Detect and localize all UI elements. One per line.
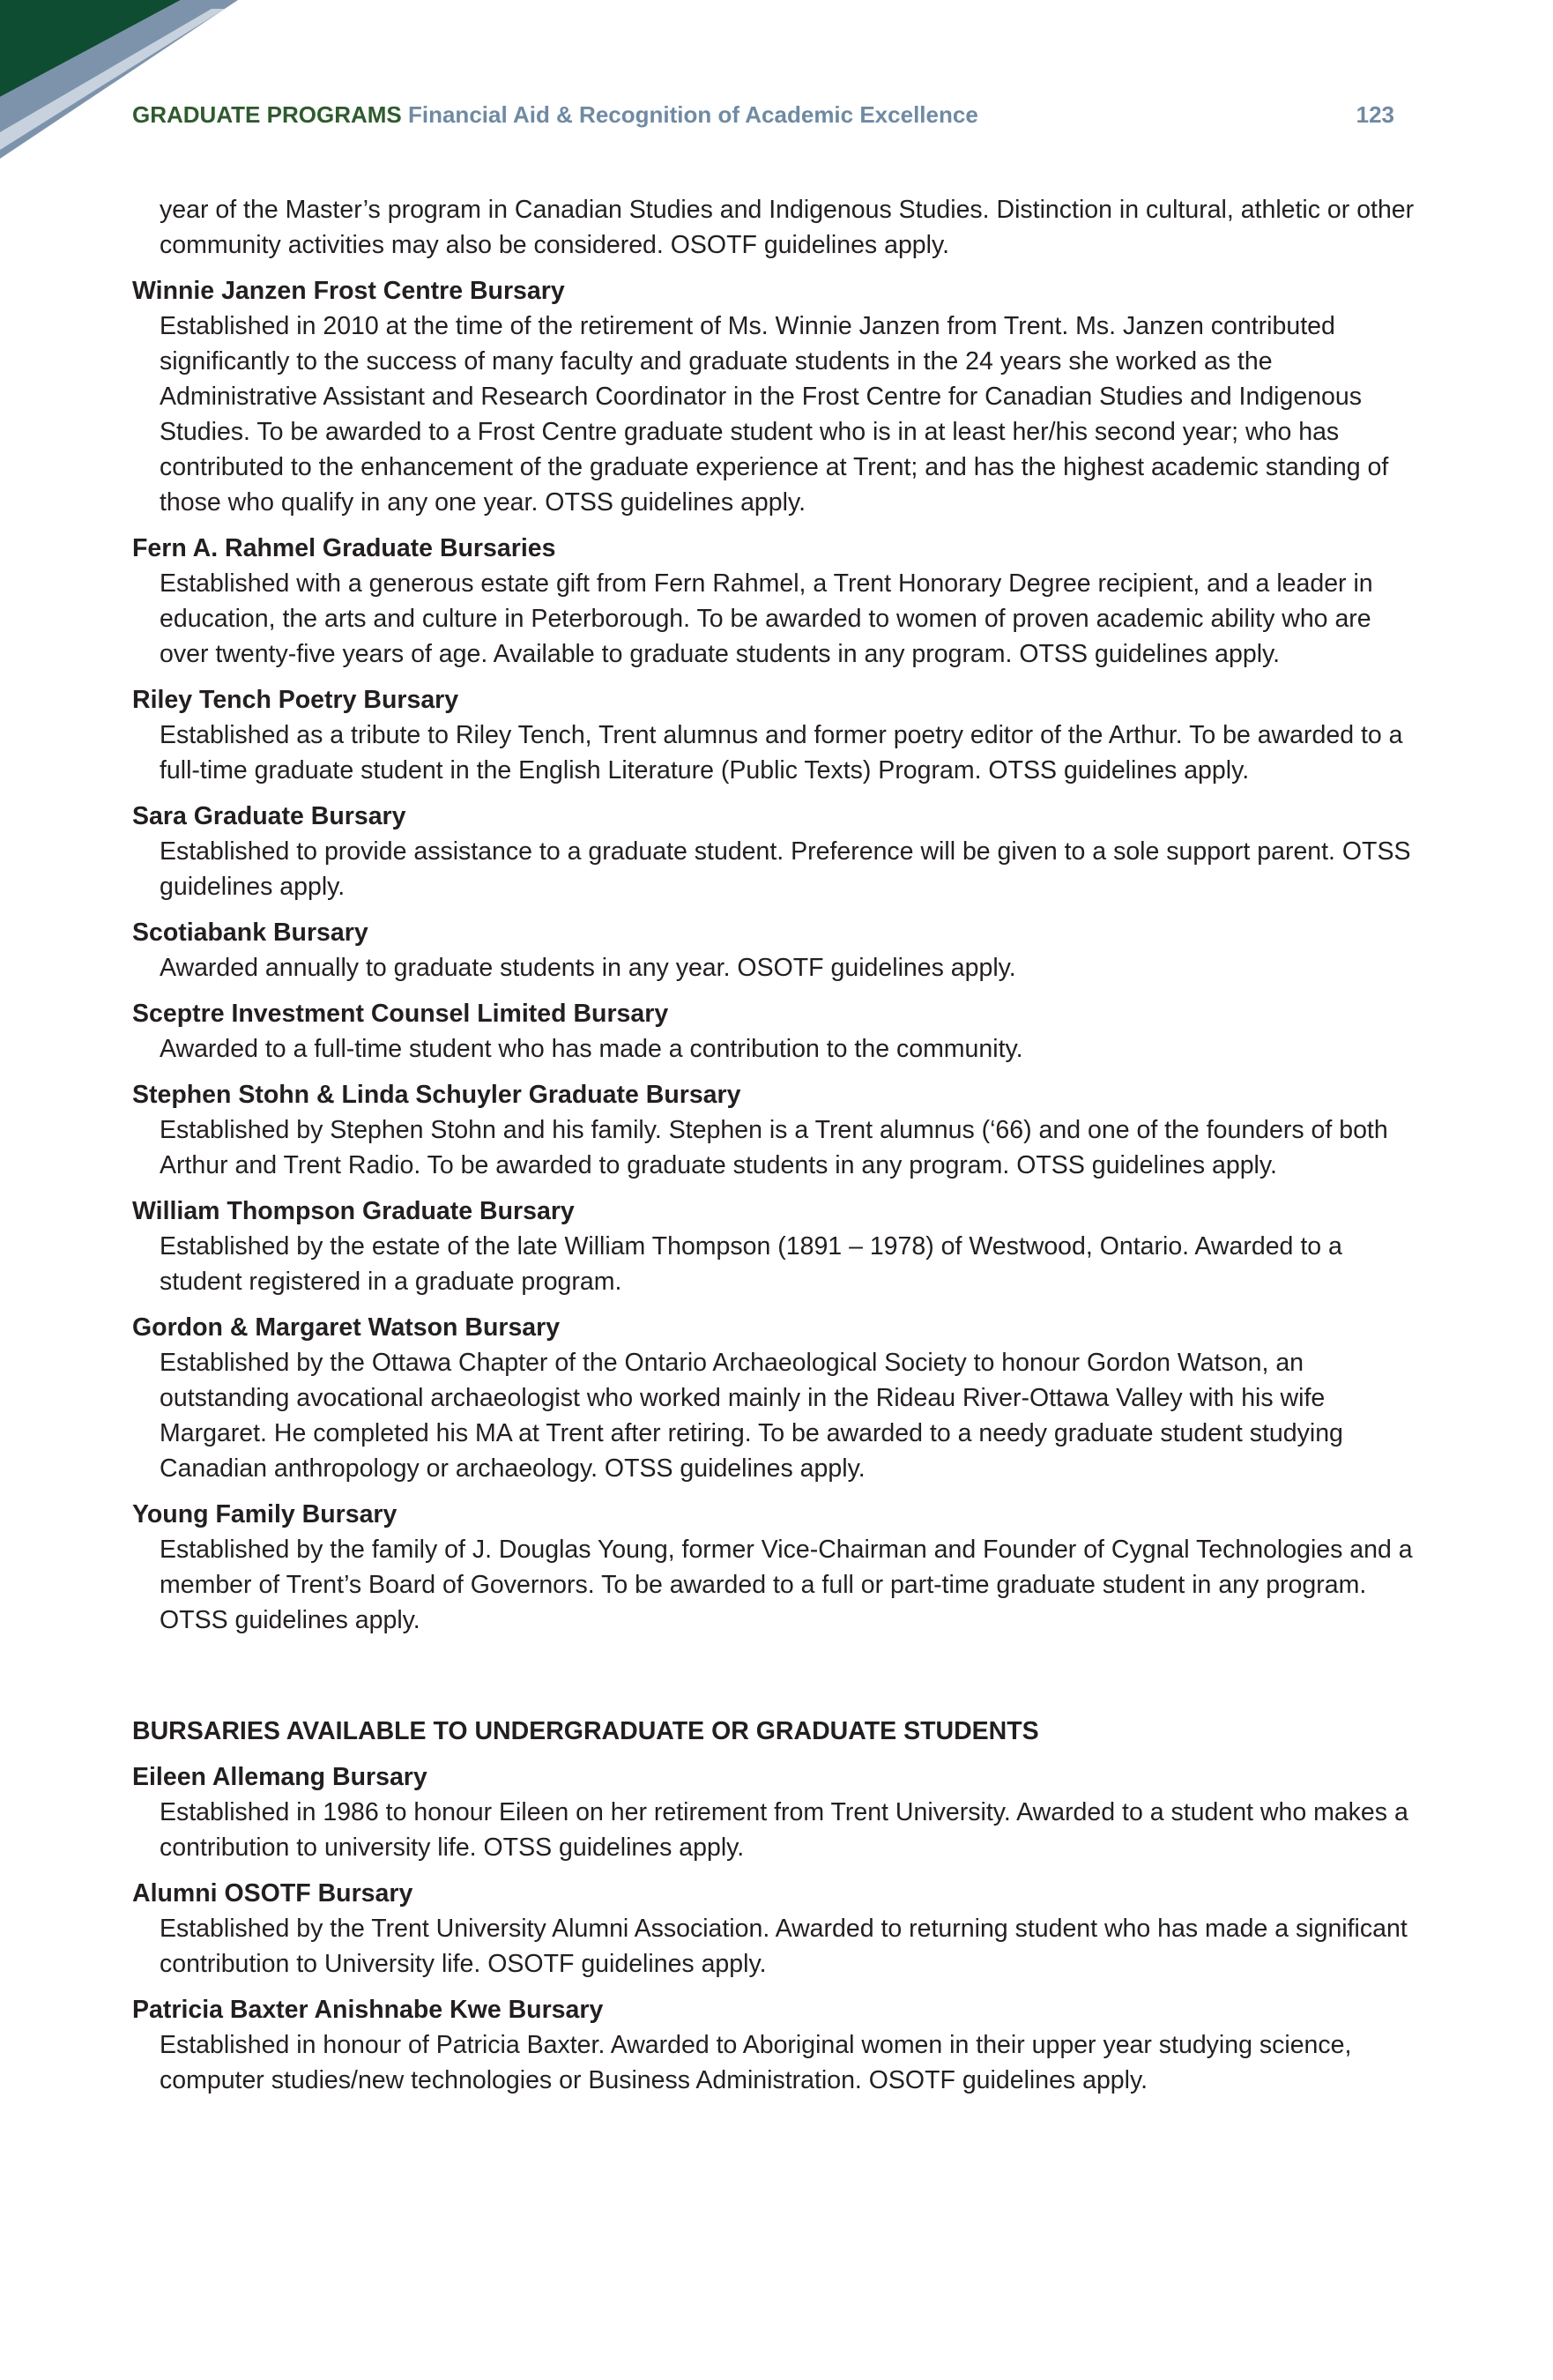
bursary-title: Scotiabank Bursary [132, 919, 368, 947]
bursary-description: Established in 2010 at the time of the retirement of Ms. Winnie Janzen from Trent. Ms. Janzen contributed significantly to the success of many faculty and graduate students in the 24 years she worked as the Administrative Assistant and Research Coordinator in the Frost Centre for Canadian Studies and Indigenous Studies. To be awarded to a Frost Centre graduate student who is in at least her/his second year; who has contributed to the enhancement of the graduate experience at Trent; and has the highest academic standing of those who qualify in any one year. OTSS guidelines apply. [160, 312, 1389, 517]
bursary-description: Established by the Ottawa Chapter of the Ontario Archaeological Society to honour Gordon Watson, an outstanding avocational archaeologist who worked mainly in the Rideau River-Ottawa Valley with his wife Margaret. He completed his MA at Trent after retiring. To be awarded to a needy graduate student studying Canadian anthropology or archaeology. OTSS guidelines apply. [160, 1349, 1343, 1483]
bursary-entry [132, 1992, 1419, 2098]
bursary-entry [132, 531, 1419, 672]
running-header [132, 99, 1394, 130]
bursary-title: Young Family Bursary [132, 1500, 398, 1528]
bursary-entry [132, 1876, 1419, 1982]
bursary-entry [132, 799, 1419, 904]
bursary-description: Established by Stephen Stohn and his family. Stephen is a Trent alumnus (‘66) and one of the founders of both Arthur and Trent Radio. To be awarded to graduate students in any program. OTSS guidelines apply. [160, 1116, 1388, 1179]
bursary-description: Established by the family of J. Douglas Young, former Vice-Chairman and Founder of Cygnal Technologies and a member of Trent’s Board of Governors. To be awarded to a full or part-time graduate student in any program. OTSS guidelines apply. [160, 1536, 1413, 1634]
bursary-entry [132, 1759, 1419, 1865]
bursary-title: Sceptre Investment Counsel Limited Bursary [132, 1000, 669, 1028]
bursary-description: Established in honour of Patricia Baxter. Awarded to Aboriginal women in their upper year studying science, computer studies/new technologies or Business Administration. OSOTF guidelines apply. [160, 2031, 1352, 2094]
bursary-entry [132, 682, 1419, 788]
bursary-entry [132, 915, 1419, 985]
bursary-title: Winnie Janzen Frost Centre Bursary [132, 277, 565, 305]
bursary-title: Patricia Baxter Anishnabe Kwe Bursary [132, 1996, 604, 2024]
bursary-description: Awarded annually to graduate students in any year. OSOTF guidelines apply. [160, 954, 1016, 982]
bursary-description: Awarded to a full-time student who has made a contribution to the community. [160, 1035, 1023, 1063]
bursary-title: Alumni OSOTF Bursary [132, 1879, 413, 1908]
bursary-description: Established in 1986 to honour Eileen on her retirement from Trent University. Awarded to a student who makes a contribution to university life. OTSS guidelines apply. [160, 1798, 1408, 1862]
header-section: GRADUATE PROGRAMS [132, 101, 402, 128]
bursary-description: Established by the estate of the late William Thompson (1891 – 1978) of Westwood, Ontario. Awarded to a student registered in a graduate program. [160, 1232, 1342, 1296]
bursary-title: Sara Graduate Bursary [132, 802, 406, 830]
bursary-title: Eileen Allemang Bursary [132, 1763, 427, 1791]
bursary-entry [132, 1077, 1419, 1183]
bursary-title: Gordon & Margaret Watson Bursary [132, 1313, 561, 1342]
bursary-entry [132, 1497, 1419, 1638]
bursary-description: Established to provide assistance to a graduate student. Preference will be given to a sole support parent. OTSS guidelines apply. [160, 837, 1411, 901]
continued-paragraph: year of the Master’s program in Canadian Studies and Indigenous Studies. Distinction in cultural, athletic or other community activities may also be considered. OSOTF guidelines apply. [160, 196, 1415, 259]
corner-decoration [0, 0, 256, 159]
bursary-title: William Thompson Graduate Bursary [132, 1197, 575, 1225]
page-number: 123 [1356, 101, 1394, 128]
bursary-description: Established with a generous estate gift from Fern Rahmel, a Trent Honorary Degree recipient, and a leader in education, the arts and culture in Peterborough. To be awarded to women of proven academic ability who are over twenty-five years of age. Available to graduate students in any program. OTSS guidelines apply. [160, 569, 1373, 668]
section-heading: BURSARIES AVAILABLE TO UNDERGRADUATE OR GRADUATE STUDENTS [132, 1717, 1039, 1745]
bursary-title: Fern A. Rahmel Graduate Bursaries [132, 534, 556, 562]
bursary-entry [132, 996, 1419, 1067]
bursary-entry [132, 273, 1419, 520]
header-subtitle: Financial Aid & Recognition of Academic Excellence [407, 101, 978, 128]
bursary-title: Riley Tench Poetry Bursary [132, 686, 459, 714]
bursary-title: Stephen Stohn & Linda Schuyler Graduate Bursary [132, 1081, 741, 1109]
bursary-entry [132, 1194, 1419, 1299]
bursary-description: Established as a tribute to Riley Tench, Trent alumnus and former poetry editor of the Arthur. To be awarded to a full-time graduate student in the English Literature (Public Texts) Program. OTSS guidelines apply. [160, 721, 1403, 785]
bursary-description: Established by the Trent University Alumni Association. Awarded to returning student who has made a significant contribution to University life. OSOTF guidelines apply. [160, 1915, 1408, 1978]
page-content [132, 192, 1419, 2109]
bursary-entry [132, 1310, 1419, 1486]
